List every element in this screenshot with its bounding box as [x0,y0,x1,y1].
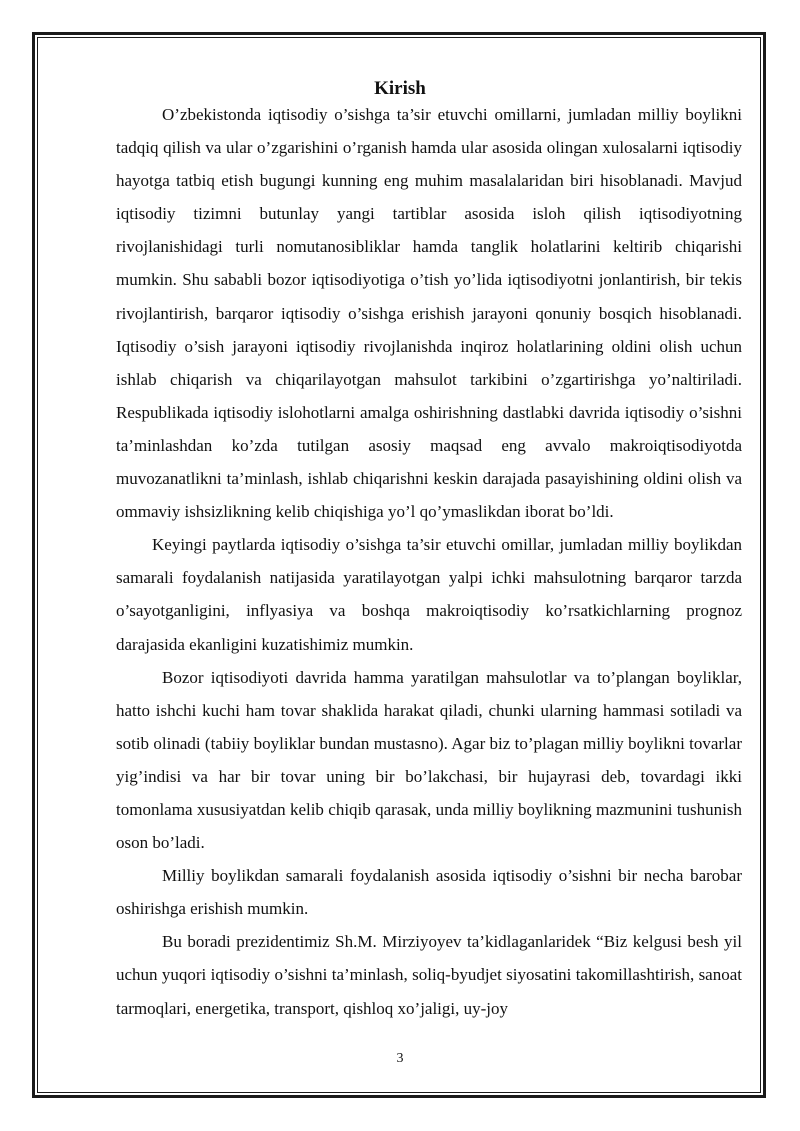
body-text [116,98,742,1025]
section-title: Kirish [374,78,426,99]
paragraph-1: O’zbekistonda iqtisodiy o’sishga ta’sir etuvchi omillarni, jumladan milliy boylikni tadqiq qilish va ular o’zgarishini o’rganish hamda ular asosida olingan xulosalarni iqtisodiy hayotga tatbiq etish bugungi kunning eng muhim masalalaridan biri hisoblanadi. Mavjud iqtisodiy tizimni butunlay yangi tartiblar asosida isloh qilish iqtisodiyotning rivojlanishidagi turli nomutanosibliklar hamda tanglik holatlarini keltirib chiqarishi mumkin. Shu sababli bozor iqtisodiyotiga o’tish yo’lida iqtisodiyotni jonlantirish, bir tekis rivojlantirish, barqaror iqtisodiy o’sishga erishish jarayoni qonuniy bosqich hisoblanadi. Iqtisodiy o’sish jarayoni iqtisodiy rivojlanishda inqiroz holatlarining oldini olish uchun ishlab chiqarish va chiqarilayotgan mahsulot tarkibini o’zgartirishga yo’naltiriladi. Respublikada iqtisodiy islohotlarni amalga oshirishning dastlabki davrida iqtisodiy o’sishni ta’minlashdan ko’zda tutilgan asosiy maqsad eng avvalo makroiqtisodiyotda muvozanatlikni ta’minlash, ishlab chiqarishni keskin darajada pasayishining oldini olish va ommaviy ishsizlikning kelib chiqishiga yo’l qo’ymaslikdan iborat bo’ldi. [116,105,742,522]
paragraph-2: Keyingi paytlarda iqtisodiy o’sishga ta’sir etuvchi omillar, jumladan milliy boylikdan samarali foydalanish natijasida yaratilayotgan yalpi ichki mahsulotning barqaror tarzda o’sayotganligini, inflyasiya va boshqa makroiqtisodiy ko’rsatkichlarning prognoz darajasida ekanligini kuzatishimiz mumkin. [116,535,742,654]
paragraph-4: Milliy boylikdan samarali foydalanish asosida iqtisodiy o’sishni bir necha barobar oshirishga erishish mumkin. [116,866,742,919]
paragraph-3: Bozor iqtisodiyoti davrida hamma yaratilgan mahsulotlar va to’plangan boyliklar, hatto ishchi kuchi ham tovar shaklida harakat qiladi, chunki ularning hammasi sotiladi va sotib olinadi (tabiiy boyliklar bundan mustasno). Agar biz to’plagan milliy boylikni tovarlar yig’indisi va har bir tovar uning bir bo’lakchasi, bir hujayrasi deb, tovardagi ikki tomonlama xususiyatdan kelib chiqib qarasak, unda milliy boylikning mazmunini tushunish oson bo’ladi. [116,667,742,853]
paragraph-5: Bu boradi prezidentimiz Sh.M. Mirziyoyev ta’kidlaganlaridek “Biz kelgusi besh yil uchun yuqori iqtisodiy o’sishni ta’minlash, soliq-byudjet siyosatini takomillashtirish, sanoat tarmoqlari, energetika, transport, qishloq xo’jaligi, uy-joy [116,932,742,1018]
page-number: 3 [396,1051,404,1066]
